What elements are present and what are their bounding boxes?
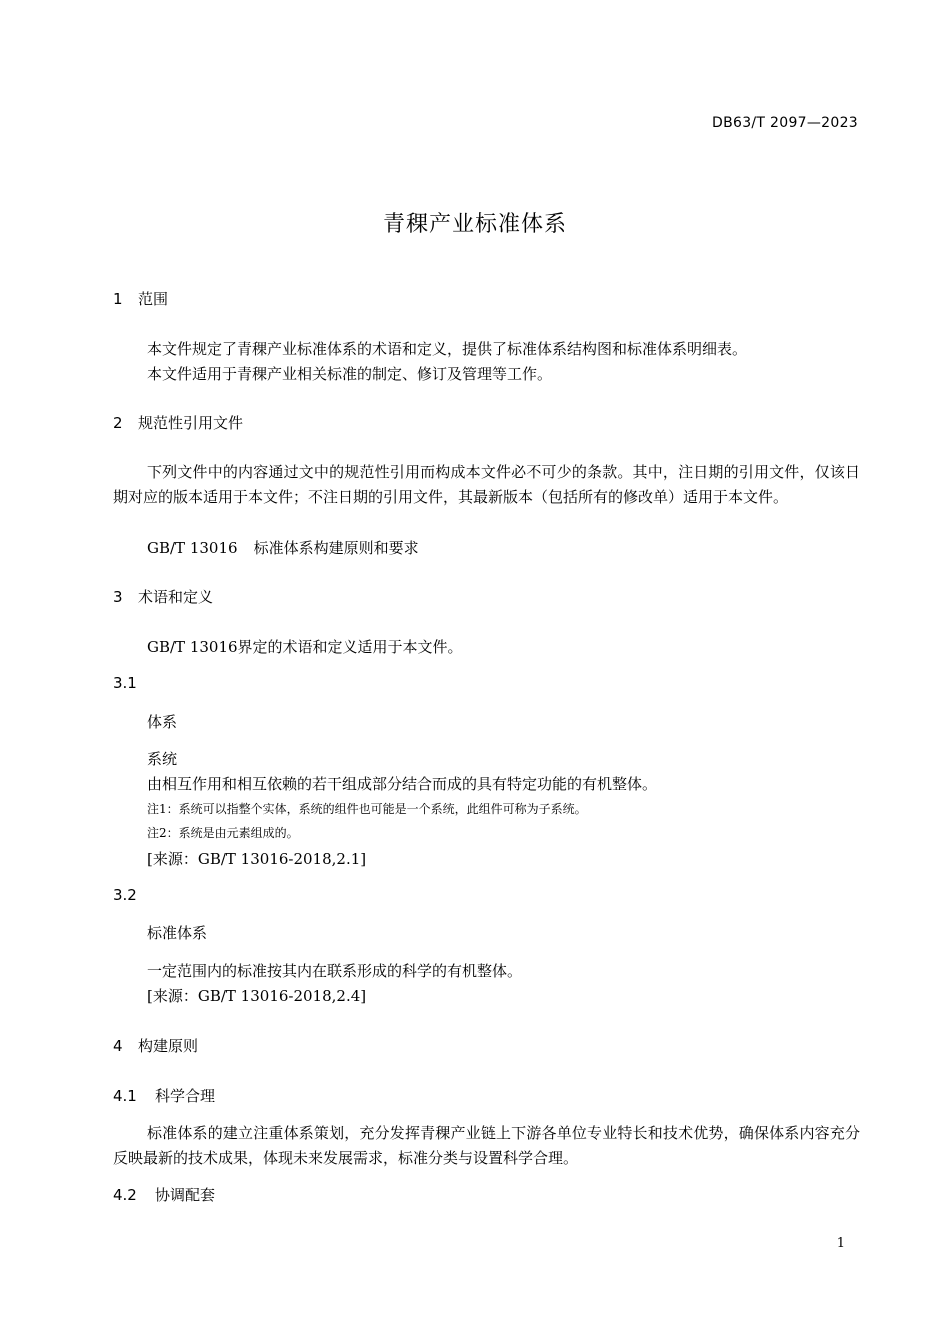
section-number: 2 [113,414,123,432]
section-title: 规范性引用文件 [138,414,244,432]
section-number: 4 [113,1037,123,1055]
scope-paragraph-2: 本文件适用于青稞产业相关标准的制定、修订及管理等工作。 [147,365,553,383]
document-title: 青稞产业标准体系 [382,212,567,237]
page-number: 1 [836,1236,845,1251]
section-1-heading [113,288,168,309]
term-3-1-source: [来源：GB/T 13016-2018,2.1] [147,850,367,868]
standard-code: DB63/T 2097—2023 [712,115,858,131]
section-3-heading [113,586,213,607]
term-3-1-definition: 由相互作用和相互依赖的若干组成部分结合而成的具有特定功能的有机整体。 [147,775,658,793]
term-3-1-note-1: 注1：系统可以指整个实体，系统的组件也可能是一个系统，此组件可称为子系统。 [147,802,587,816]
section-number: 4.2 [113,1186,137,1204]
section-2-heading [113,412,243,433]
term-3-2-definition: 一定范围内的标准按其内在联系形成的科学的有机整体。 [147,962,523,980]
section-number: 1 [113,290,123,308]
section-number: 3 [113,588,123,606]
section-number: 4.1 [113,1087,137,1105]
section-title: 构建原则 [138,1037,199,1055]
section-title: 科学合理 [155,1087,216,1105]
term-3-2-number: 3.2 [113,886,137,904]
term-3-1-synonym: 系统 [147,750,178,768]
term-3-2-name: 标准体系 [147,924,208,942]
term-3-1-name: 体系 [147,713,178,731]
normative-references-paragraph: 下列文件中的内容通过文中的规范性引用而构成本文件必不可少的条款。其中，注日期的引用文件，仅该日期对应的版本适用于本文件；不注日期的引用文件，其最新版本（包括所有的修改单）适用于本文件。 [113,463,860,506]
reference-entry [147,537,419,558]
section-title: 协调配套 [155,1186,216,1204]
section-title: 范围 [138,290,169,308]
reference-code: GB/T 13016 [147,539,238,557]
reference-title: 标准体系构建原则和要求 [253,539,419,557]
term-3-1-number: 3.1 [113,674,137,692]
scope-paragraph-1: 本文件规定了青稞产业标准体系的术语和定义，提供了标准体系结构图和标准体系明细表。 [147,340,748,358]
term-3-1-note-2: 注2：系统是由元素组成的。 [147,826,299,840]
section-4-1-heading [113,1085,215,1106]
scientific-rationality-paragraph: 标准体系的建立注重体系策划，充分发挥青稞产业链上下游各单位专业特长和技术优势，确保体系内容充分反映最新的技术成果，体现未来发展需求，标准分类与设置科学合理。 [113,1124,860,1167]
terms-intro-paragraph: GB/T 13016界定的术语和定义适用于本文件。 [147,638,463,656]
term-3-2-source: [来源：GB/T 13016-2018,2.4] [147,987,367,1005]
section-4-2-heading [113,1184,215,1205]
section-4-heading [113,1035,198,1056]
section-title: 术语和定义 [138,588,214,606]
